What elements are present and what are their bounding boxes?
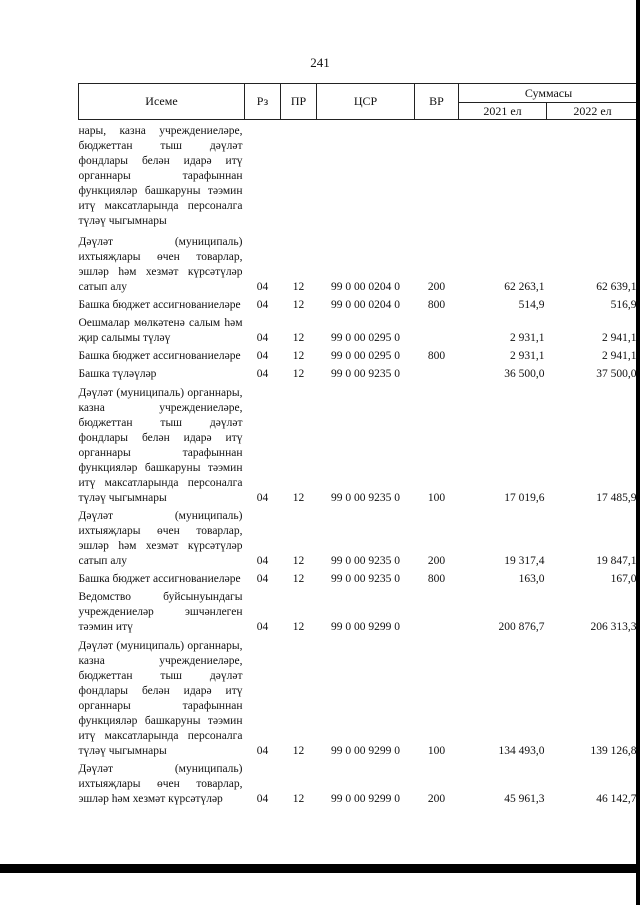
row-csr: 99 0 00 0295 0 [331,350,400,362]
row-vr: 200 [427,793,446,805]
row-amount-2021: 2 931,1 [510,350,545,362]
header-year-2022: 2022 ел [547,103,639,120]
row-amount-2022: 139 126,8 [590,745,637,757]
row-amount-2022: 62 639,1 [596,281,637,293]
header-vr: ВР [415,84,459,120]
row-amount-2022: 17 485,9 [596,492,637,504]
row-rz: 04 [256,492,269,504]
header-amounts: Суммасы [459,84,639,103]
table-header [79,84,639,120]
row-vr: 100 [427,745,446,757]
row-vr: 800 [427,299,446,311]
row-pr: 12 [292,350,305,362]
row-amount-2021: 2 931,1 [510,332,545,344]
row-amount-2022 [547,120,639,230]
row-amount-2021: 45 961,3 [504,793,545,805]
scan-edge-right [636,0,640,905]
row-amount-2022: 516,9 [610,299,637,311]
row-pr: 12 [292,745,305,757]
row-amount-2022: 2 941,1 [602,350,637,362]
row-amount-2021: 200 876,7 [498,621,545,633]
row-vr [415,313,459,346]
row-rz: 04 [256,621,269,633]
table-row [79,120,639,230]
row-rz [245,120,281,230]
header-csr: ЦСР [317,84,415,120]
row-pr: 12 [292,793,305,805]
row-csr: 99 0 00 9235 0 [331,573,400,585]
row-csr: 99 0 00 9235 0 [331,555,400,567]
row-csr [317,120,415,230]
scan-edge-bottom [0,864,640,873]
row-amount-2022: 2 941,1 [602,332,637,344]
row-name: Ведомство буйсынуындагы учреждениеләр эшчәнлеген тәэмин итү [78,591,243,633]
row-amount-2021: 514,9 [518,299,545,311]
row-amount-2021: 62 263,1 [504,281,545,293]
table-row [79,587,639,635]
table-row [79,364,639,382]
table-row [79,506,639,569]
row-name: Дәүләт (муниципаль) ихтыяҗлары өчен товарлар, эшләр һәм хезмәт күрсәтүләр [78,763,243,805]
row-name: Дәүләт (муниципаль) органнары, казна учреждениеләре, бюджеттан тыш дәүләт фондлары белән идарә итү органнары тарафыннан функцияләр башкаруны тәэмин итү максатларында персоналга түләү чыгымнары [78,387,243,504]
row-rz: 04 [256,573,269,585]
table-row [79,229,639,295]
row-pr: 12 [292,492,305,504]
row-name: Башка түләүләр [78,368,157,380]
row-rz: 04 [256,793,269,805]
row-csr: 99 0 00 9299 0 [331,621,400,633]
row-amount-2022: 37 500,0 [596,368,637,380]
row-name: Дәүләт (муниципаль) ихтыяҗлары өчен товарлар, эшләр һәм хезмәт күрсәтүләр сатып алу [78,236,243,293]
table-row [79,346,639,364]
row-rz: 04 [256,555,269,567]
row-pr [281,120,317,230]
table-row [79,635,639,759]
row-rz: 04 [256,299,269,311]
header-pr: ПР [281,84,317,120]
row-csr: 99 0 00 0295 0 [331,332,400,344]
row-amount-2021: 36 500,0 [504,368,545,380]
row-csr: 99 0 00 9299 0 [331,793,400,805]
table-body [79,120,639,808]
row-vr: 200 [427,281,446,293]
row-name: Башка бюджет ассигнованиеләре [78,299,241,311]
row-amount-2022: 206 313,3 [590,621,637,633]
table-row [79,382,639,506]
row-name: Дәүләт (муниципаль) органнары, казна учреждениеләре, бюджеттан тыш дәүләт фондлары белән идарә итү органнары тарафыннан функцияләр башкаруны тәэмин итү максатларында персоналга түләү чыгымнары [78,640,243,757]
table-row [79,295,639,313]
row-name: Башка бюджет ассигнованиеләре [78,350,241,362]
row-rz: 04 [256,332,269,344]
row-csr: 99 0 00 0204 0 [331,299,400,311]
header-name: Исеме [79,84,245,120]
row-name: нары, казна учреждениеләре, бюджеттан тыш дәүләт фондлары белән идарә итү органнары тарафыннан функцияләр башкаруны тәэмин итү максатларында персоналга түләү чыгымнары [78,125,243,227]
row-vr: 800 [427,350,446,362]
row-vr [415,587,459,635]
row-pr: 12 [292,621,305,633]
row-pr: 12 [292,299,305,311]
header-year-2021: 2021 ел [459,103,547,120]
header-rz: Рз [245,84,281,120]
row-rz: 04 [256,281,269,293]
row-csr: 99 0 00 9235 0 [331,368,400,380]
row-pr: 12 [292,573,305,585]
row-rz: 04 [256,350,269,362]
row-amount-2021 [459,120,547,230]
row-csr: 99 0 00 0204 0 [331,281,400,293]
table-row [79,313,639,346]
row-csr: 99 0 00 9235 0 [331,492,400,504]
row-pr: 12 [292,281,305,293]
row-rz: 04 [256,368,269,380]
budget-table [78,83,639,807]
row-amount-2022: 19 847,1 [596,555,637,567]
row-vr [415,120,459,230]
row-name: Башка бюджет ассигнованиеләре [78,573,241,585]
row-pr: 12 [292,332,305,344]
row-vr: 800 [427,573,446,585]
row-name: Дәүләт (муниципаль) ихтыяҗлары өчен товарлар, эшләр һәм хезмәт күрсәтүләр сатып алу [78,510,243,567]
row-vr [415,364,459,382]
row-vr: 200 [427,555,446,567]
row-amount-2021: 134 493,0 [498,745,545,757]
row-amount-2022: 167,0 [610,573,637,585]
row-rz: 04 [256,745,269,757]
page-number: 241 [310,55,330,70]
row-amount-2021: 19 317,4 [504,555,545,567]
row-amount-2021: 163,0 [518,573,545,585]
row-amount-2021: 17 019,6 [504,492,545,504]
row-csr: 99 0 00 9299 0 [331,745,400,757]
row-pr: 12 [292,368,305,380]
row-amount-2022: 46 142,7 [596,793,637,805]
row-pr: 12 [292,555,305,567]
table-row [79,759,639,807]
row-name: Оешмалар мөлкәтенә салым һәм җир салымы түләү [78,317,243,344]
table-row [79,569,639,587]
row-vr: 100 [427,492,446,504]
